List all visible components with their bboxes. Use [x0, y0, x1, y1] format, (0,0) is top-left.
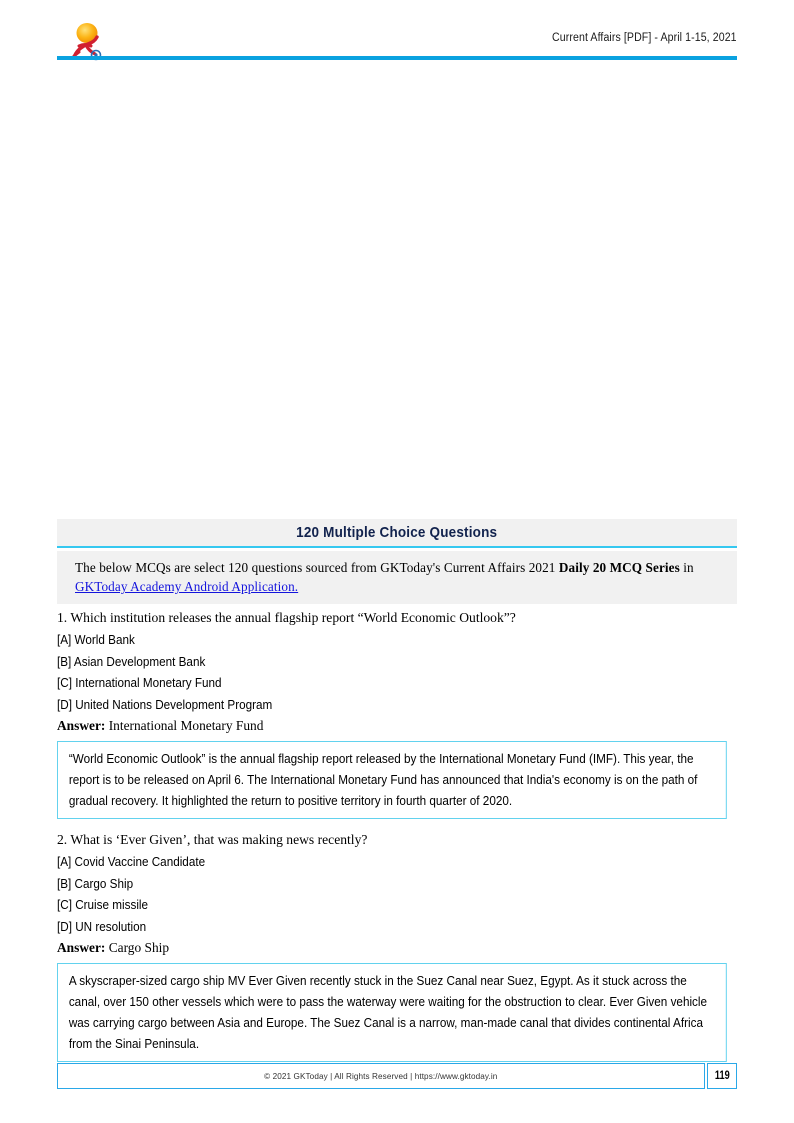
page-header: [57, 22, 737, 58]
section-title-bar: [57, 519, 737, 548]
intro-box: [57, 551, 737, 604]
gktoday-academy-app-link[interactable]: GKToday Academy Android Application.: [75, 579, 299, 594]
answer-label: Answer:: [57, 718, 106, 733]
explanation-box: [57, 741, 727, 819]
question-answer: [57, 716, 737, 736]
intro-text-bold: Daily 20 MCQ Series: [558, 560, 680, 575]
question-option-a[interactable]: [A] Covid Vaccine Candidate: [57, 854, 206, 869]
intro-text-part1: The below MCQs are select 120 questions sourced from GKToday's Current Affairs 2021: [75, 560, 559, 575]
explanation-text: A skyscraper-sized cargo ship MV Ever Given recently stuck in the Suez Canal near Suez, Egypt. As it stuck across the canal, over 150 other vessels which were to pass the waterway were waiting for the obstruction to clear. Ever Given vehicle was carrying cargo between Asia and Europe. The Suez Canal is a narrow, man-made canal that divides continental Africa from the Sinai Peninsula.: [68, 973, 708, 1051]
question-answer: [57, 938, 737, 958]
page-number: 119: [714, 1070, 730, 1082]
answer-value: International Monetary Fund: [105, 718, 264, 733]
question-option-d[interactable]: [D] United Nations Development Program: [57, 696, 273, 712]
question-block: [57, 830, 737, 1062]
question-option-b[interactable]: [B] Cargo Ship: [57, 875, 134, 891]
question-option-d[interactable]: [D] UN resolution: [57, 918, 147, 934]
question-stem: 1. Which institution releases the annual flagship report “World Economic Outlook”?: [57, 610, 516, 625]
question-option-c[interactable]: [C] Cruise missile: [57, 897, 149, 912]
question-stem: 2. What is ‘Ever Given’, that was making news recently?: [57, 832, 368, 847]
question-option-a[interactable]: [A] World Bank: [57, 632, 135, 647]
footer-text: © 2021 GKToday | All Rights Reserved | https://www.gktoday.in: [264, 1071, 498, 1081]
page-number-box: [707, 1063, 737, 1089]
intro-text-part2: in: [679, 560, 694, 575]
answer-label: Answer:: [57, 940, 106, 955]
explanation-box: [57, 963, 727, 1062]
question-option-b[interactable]: [B] Asian Development Bank: [57, 653, 206, 669]
intro-text: [75, 558, 723, 596]
question-block: [57, 608, 737, 819]
answer-value: Cargo Ship: [105, 940, 170, 955]
page-footer: [57, 1063, 737, 1089]
header-title: Current Affairs [PDF] - April 1-15, 2021: [552, 32, 737, 44]
header-rule: [57, 56, 737, 60]
page-title: 120 Multiple Choice Questions: [296, 524, 498, 541]
question-option-c[interactable]: [C] International Monetary Fund: [57, 675, 222, 690]
footer-copyright-bar: [57, 1063, 705, 1089]
explanation-text: “World Economic Outlook” is the annual flagship report released by the International Monetary Fund (IMF). This year, the report is to be released on April 6. The International Monetary Fund has announced that India's economy is on the path of gradual recovery. It highlighted the return to positive territory in fourth quarter of 2020.: [68, 751, 698, 808]
